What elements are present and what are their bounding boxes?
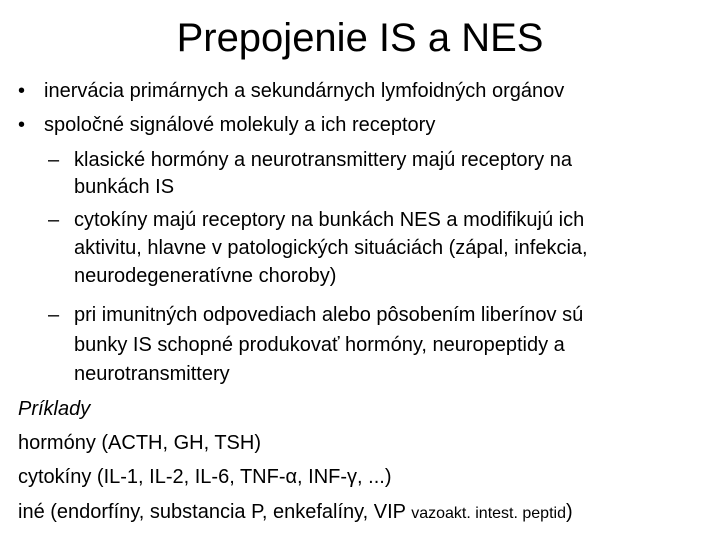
- subitem-line: klasické hormóny a neurotransmittery majú receptory na: [74, 149, 572, 171]
- examples-heading: Príklady: [18, 398, 91, 420]
- slide-title: Prepojenie IS a NES: [176, 16, 544, 60]
- bullet-text: inervácia primárnych a sekundárnych lymfoidných orgánov: [44, 80, 565, 102]
- subitem-line: bunky IS schopné produkovať hormóny, neuropeptidy a: [74, 334, 565, 356]
- subitem-marker: –: [48, 209, 60, 231]
- subitem-marker: –: [48, 304, 60, 326]
- bullet-marker: •: [18, 114, 26, 136]
- example-line-last: [18, 500, 573, 526]
- subitem-marker: –: [48, 149, 60, 171]
- subitem-line: neurotransmittery: [74, 363, 230, 385]
- subitem-line: cytokíny majú receptory na bunkách NES a modifikujú ich: [74, 209, 585, 231]
- example-line: cytokíny (IL-1, IL-2, IL-6, TNF-α, INF-γ, ...): [18, 466, 392, 488]
- bullet-marker: •: [18, 80, 26, 102]
- example-line: hormóny (ACTH, GH, TSH): [18, 432, 261, 454]
- example-small-text: vazoakt. intest. peptid: [411, 505, 566, 522]
- subitem-line: pri imunitných odpovediach alebo pôsobením liberínov sú: [74, 304, 584, 326]
- bullet-text: spoločné signálové molekuly a ich receptory: [44, 114, 436, 136]
- example-main-text: iné (endorfíny, substancia P, enkefalíny, VIP: [18, 501, 412, 523]
- subitem-line: neurodegeneratívne choroby): [74, 265, 337, 287]
- subitem-line: aktivitu, hlavne v patologických situáciách (zápal, infekcia,: [74, 237, 588, 259]
- example-end-text: ): [565, 501, 573, 523]
- subitem-line: bunkách IS: [74, 176, 175, 198]
